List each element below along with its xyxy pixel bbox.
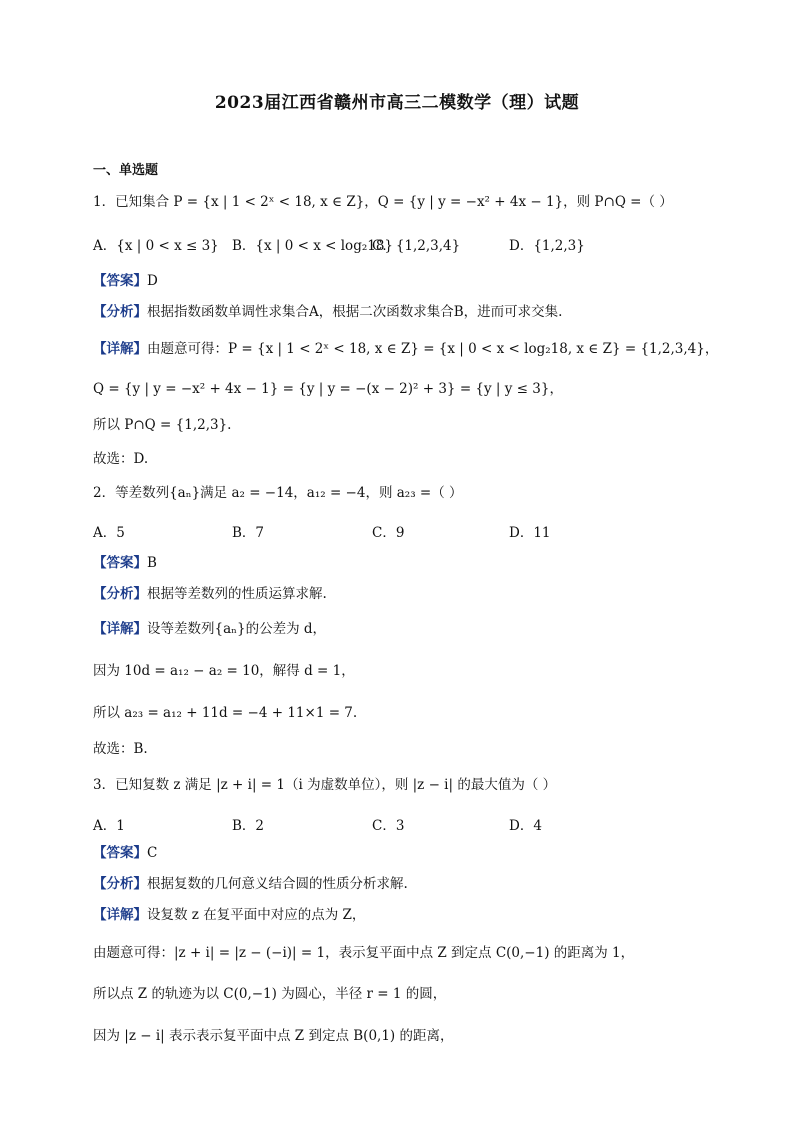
question-1-detail	[93, 340, 718, 358]
question-1-detail-2: Q = {y | y = −x² + 4x − 1} = {y | y = −(x − 2)² + 3} = {y | y ≤ 3}，	[93, 381, 563, 397]
question-1-detail-3: 所以 P∩Q = {1,2,3}.	[93, 417, 232, 433]
question-1-analysis	[93, 303, 562, 321]
detail-tag: 【详解】	[93, 621, 147, 637]
question-1-option-d: D．{1,2,3}	[509, 238, 585, 254]
analysis-tag: 【分析】	[93, 876, 147, 892]
question-3-detail-4: 因为 |z − i| 表示表示复平面中点 Z 到定点 B(0,1) 的距离，	[93, 1028, 454, 1044]
analysis-tag: 【分析】	[93, 304, 147, 320]
detail-text: 设等差数列{aₙ}的公差为 d，	[147, 621, 326, 637]
question-2-analysis	[93, 585, 327, 603]
question-1-conclusion: 故选：D.	[93, 451, 149, 467]
question-1-option-c: C．{1,2,3,4}	[372, 238, 461, 254]
answer-tag: 【答案】	[93, 273, 147, 289]
question-2-option-a: A．5	[93, 525, 125, 541]
question-2-option-b: B．7	[232, 525, 265, 541]
question-3-analysis	[93, 875, 408, 893]
question-1-stem: 1．已知集合 P = {x | 1 < 2ˣ < 18, x ∈ Z}，Q = {y | y = −x² + 4x − 1}，则 P∩Q =（ ）	[93, 194, 673, 210]
analysis-text: 根据指数函数单调性求集合A，根据二次函数求集合B，进而可求交集.	[147, 304, 563, 320]
answer-value: D	[147, 273, 158, 289]
question-1-option-a: A．{x | 0 < x ≤ 3}	[93, 238, 219, 254]
analysis-tag: 【分析】	[93, 586, 147, 602]
question-3-answer	[93, 844, 157, 862]
page-title: 2023届江西省赣州市高三二模数学（理）试题	[214, 93, 580, 113]
question-2-option-d: D．11	[509, 525, 551, 541]
answer-tag: 【答案】	[93, 845, 147, 861]
question-3-detail	[93, 906, 365, 924]
analysis-text: 根据等差数列的性质运算求解.	[147, 586, 327, 602]
answer-value: B	[147, 555, 157, 571]
detail-tag: 【详解】	[93, 341, 147, 357]
question-3-option-a: A．1	[93, 818, 125, 834]
question-1-option-b: B．{x | 0 < x < log₂18}	[232, 238, 394, 254]
question-2-answer	[93, 554, 157, 572]
question-2-detail-3: 所以 a₂₃ = a₁₂ + 11d = −4 + 11×1 = 7.	[93, 705, 358, 721]
answer-tag: 【答案】	[93, 555, 147, 571]
question-3-option-d: D．4	[509, 818, 542, 834]
question-2-option-c: C．9	[372, 525, 405, 541]
section-heading: 一、单选题	[93, 163, 159, 178]
question-3-detail-3: 所以点 Z 的轨迹为以 C(0,−1) 为圆心，半径 r = 1 的圆，	[93, 986, 447, 1002]
detail-text: 设复数 z 在复平面中对应的点为 Z，	[147, 907, 366, 923]
detail-text: 由题意可得：P = {x | 1 < 2ˣ < 18, x ∈ Z} = {x | 0 < x < log₂18, x ∈ Z} = {1,2,3,4}，	[147, 341, 719, 357]
question-3-option-b: B．2	[232, 818, 265, 834]
question-2-detail-2: 因为 10d = a₁₂ − a₂ = 10，解得 d = 1，	[93, 663, 355, 679]
detail-tag: 【详解】	[93, 907, 147, 923]
answer-value: C	[147, 845, 158, 861]
question-3-stem: 3．已知复数 z 满足 |z + i| = 1（i 为虚数单位），则 |z − i| 的最大值为（ ）	[93, 777, 557, 793]
question-2-stem: 2．等差数列{aₙ}满足 a₂ = −14，a₁₂ = −4，则 a₂₃ =（ ）	[93, 485, 463, 501]
question-2-detail	[93, 620, 326, 638]
analysis-text: 根据复数的几何意义结合圆的性质分析求解.	[147, 876, 408, 892]
question-3-option-c: C．3	[372, 818, 405, 834]
question-2-conclusion: 故选：B.	[93, 741, 148, 757]
question-1-answer	[93, 272, 158, 290]
question-3-detail-2: 由题意可得：|z + i| = |z − (−i)| = 1，表示复平面中点 Z 到定点 C(0,−1) 的距离为 1，	[93, 945, 635, 961]
